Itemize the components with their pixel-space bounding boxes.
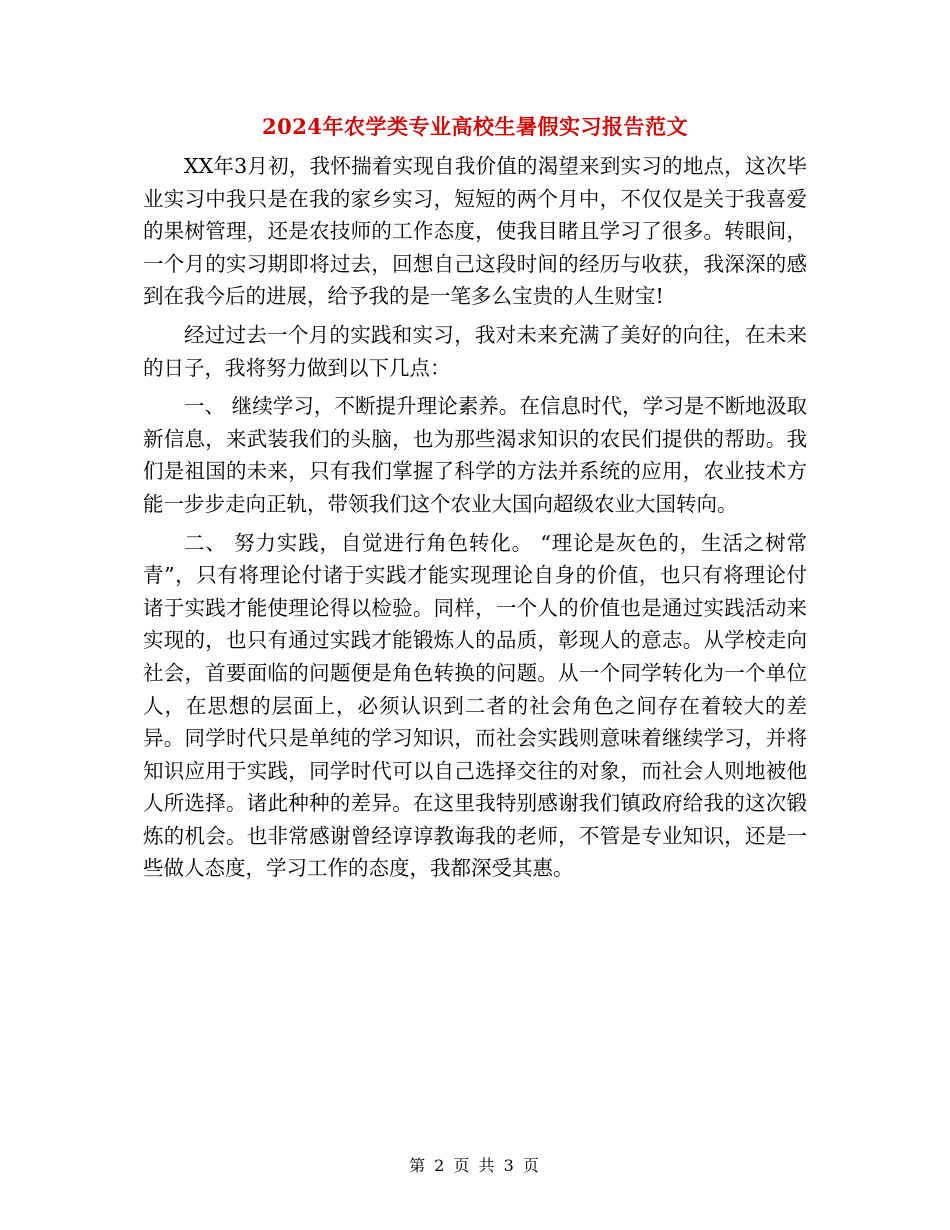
paragraph-point-one: 一、 继续学习，不断提升理论素养。在信息时代，学习是不断地汲取新信息，来武装我们的头脑，也为那些渴求知识的农民们提供的帮助。我们是祖国的未来，只有我们掌握了科学的方法并系统的应用，农业技术方能一步步走向正轨，带领我们这个农业大国向超级农业大国转向。 <box>143 394 807 516</box>
page-number-footer: 第 2 页 共 3 页 <box>409 1156 541 1175</box>
paragraph-outlook: 经过过去一个月的实践和实习，我对未来充满了美好的向往，在未来的日子，我将努力做到以下几点： <box>143 322 807 380</box>
document-body <box>143 150 807 891</box>
document-title: 2024年农学类专业高校生暑假实习报告范文 <box>262 114 688 139</box>
paragraph-point-two: 二、 努力实践，自觉进行角色转化。 “理论是灰色的，生活之树常青”，只有将理论付诸于实践才能实现理论自身的价值，也只有将理论付诸于实践才能使理论得以检验。同样，一个人的价值也是通过实践活动来实现的，也只有通过实践才能锻炼人的品质，彰现人的意志。从学校走向社会，首要面临的问题便是角色转换的问题。从一个同学转化为一个单位人，在思想的层面上，必须认识到二者的社会角色之间存在着较大的差异。同学时代只是单纯的学习知识，而社会实践则意味着继续学习，并将知识应用于实践，同学时代可以自己选择交往的对象，而社会人则地被他人所选择。诸此种种的差异。在这里我特别感谢我们镇政府给我的这次锻炼的机会。也非常感谢曾经谆谆教诲我的老师，不管是专业知识，还是一些做人态度，学习工作的态度，我都深受其惠。 <box>143 530 807 881</box>
paragraph-intro: XX年3月初，我怀揣着实现自我价值的渴望来到实习的地点，这次毕业实习中我只是在我的家乡实习，短短的两个月中，不仅仅是关于我喜爱的果树管理，还是农技师的工作态度，使我目睹且学习了很多。转眼间，一个月的实习期即将过去，回想自己这段时间的经历与收获，我深深的感到在我今后的进展，给予我的是一笔多么宝贵的人生财宝! <box>143 154 807 309</box>
